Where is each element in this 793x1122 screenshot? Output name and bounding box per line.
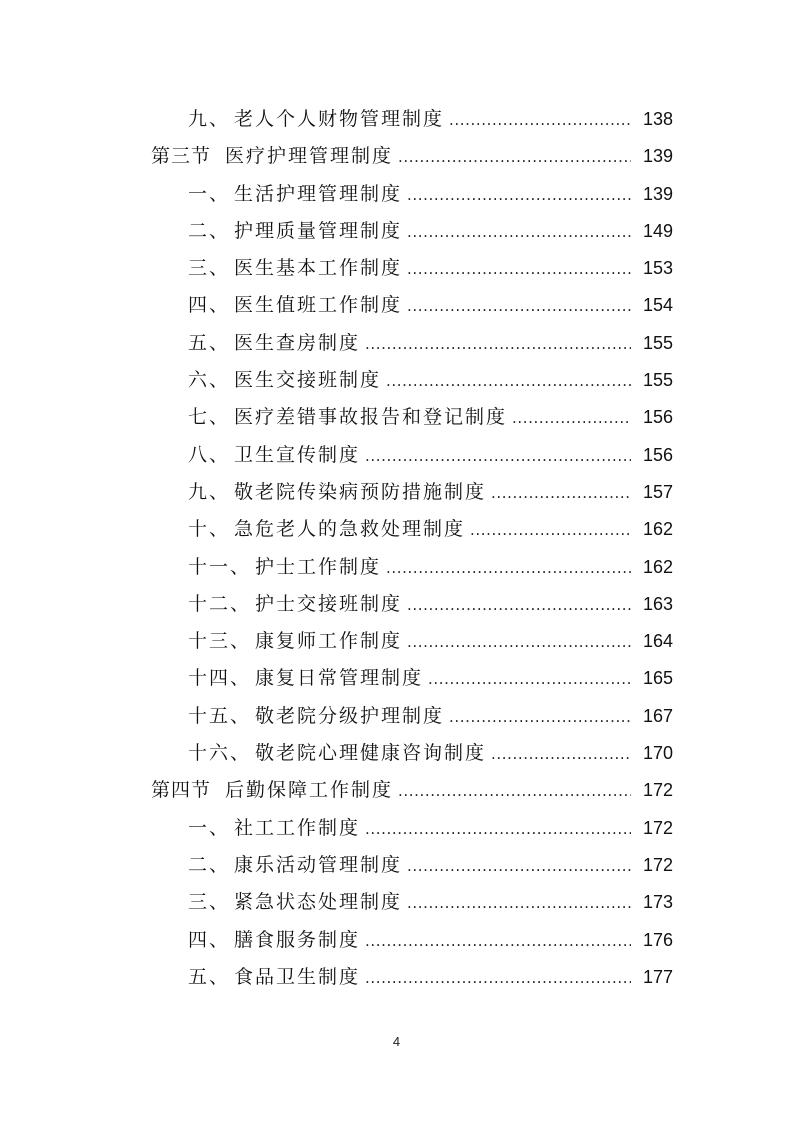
dot-leader	[386, 550, 673, 587]
toc-item[interactable]	[0, 586, 793, 623]
toc-entry-number: 二、	[188, 219, 231, 242]
dot-leader	[365, 960, 673, 997]
toc-entry-title: 护理质量管理制度	[234, 219, 403, 242]
toc-entry-number: 十一、	[188, 555, 252, 578]
toc-entry-number: 七、	[188, 406, 231, 429]
toc-entry-title: 医生查房制度	[234, 331, 361, 354]
toc-entry-text	[188, 287, 673, 325]
toc-entry-text	[188, 735, 673, 773]
toc-item[interactable]	[0, 660, 793, 697]
toc-entry-page: 170	[631, 735, 673, 772]
toc-entry-page: 156	[631, 437, 673, 474]
toc-entry-number: 一、	[188, 182, 231, 205]
toc-entry-number: 二、	[188, 853, 231, 876]
toc-entry-text	[188, 213, 673, 251]
toc-entry-text	[188, 399, 673, 437]
toc-entry-title: 医疗护理管理制度	[225, 145, 394, 168]
toc-entry-title: 医生基本工作制度	[234, 257, 403, 280]
toc-entry-text	[188, 250, 673, 288]
toc-entry-number: 三、	[188, 257, 231, 280]
toc-entry-number: 十三、	[188, 630, 252, 653]
toc-entry-page: 155	[631, 325, 673, 362]
toc-item[interactable]	[0, 213, 793, 250]
toc-entry-number: 九、	[188, 480, 231, 503]
toc-entry-page: 138	[631, 101, 673, 138]
page-number: 4	[392, 1034, 401, 1049]
table-of-contents	[0, 101, 793, 996]
toc-entry-text	[188, 623, 673, 661]
toc-entry-text	[151, 772, 673, 810]
toc-entry-number: 十、	[188, 518, 231, 541]
toc-entry-title: 康乐活动管理制度	[234, 853, 403, 876]
toc-entry-title: 医疗差错事故报告和登记制度	[234, 406, 508, 429]
toc-entry-title: 急危老人的急救处理制度	[234, 518, 466, 541]
toc-entry-number: 四、	[188, 294, 231, 317]
toc-entry-number: 第四节	[151, 779, 212, 802]
toc-item[interactable]	[0, 810, 793, 847]
toc-entry-text	[151, 138, 673, 176]
toc-entry-title: 敬老院传染病预防措施制度	[234, 480, 487, 503]
toc-entry-page: 172	[631, 847, 673, 884]
toc-entry-title: 卫生宣传制度	[234, 443, 361, 466]
toc-entry-page: 149	[631, 213, 673, 250]
toc-item[interactable]	[0, 847, 793, 884]
toc-entry-page: 139	[631, 138, 673, 175]
toc-entry-title: 生活护理管理制度	[234, 182, 403, 205]
toc-item[interactable]	[0, 623, 793, 660]
toc-entry-text	[188, 101, 673, 139]
dot-leader	[365, 438, 673, 475]
toc-section-heading[interactable]	[0, 138, 793, 175]
toc-entry-text	[188, 847, 673, 885]
toc-entry-text	[188, 922, 673, 960]
toc-entry-page: 157	[631, 474, 673, 511]
toc-entry-number: 三、	[188, 891, 231, 914]
toc-entry-number: 十四、	[188, 667, 252, 690]
toc-entry-number: 五、	[188, 965, 231, 988]
toc-entry-text	[188, 325, 673, 363]
toc-entry-page: 173	[631, 884, 673, 921]
dot-leader	[386, 363, 673, 400]
toc-entry-page: 155	[631, 362, 673, 399]
toc-entry-title: 老人个人财物管理制度	[234, 108, 445, 130]
dot-leader	[365, 811, 673, 848]
toc-section-heading[interactable]	[0, 772, 793, 809]
toc-item[interactable]	[0, 698, 793, 735]
toc-entry-page: 167	[631, 698, 673, 735]
toc-entry-page: 139	[631, 176, 673, 213]
toc-entry-page: 177	[631, 959, 673, 996]
toc-entry-title: 医生值班工作制度	[234, 294, 403, 317]
toc-entry-page: 172	[631, 772, 673, 809]
toc-entry-title: 紧急状态处理制度	[234, 891, 403, 914]
toc-entry-text	[188, 660, 673, 698]
toc-entry-title: 后勤保障工作制度	[225, 779, 394, 802]
toc-entry-page: 172	[631, 810, 673, 847]
toc-item[interactable]	[0, 959, 793, 996]
toc-entry-title: 膳食服务制度	[234, 928, 361, 951]
toc-item[interactable]	[0, 176, 793, 213]
toc-item[interactable]	[0, 101, 793, 138]
toc-entry-page: 163	[631, 586, 673, 623]
toc-entry-page: 156	[631, 399, 673, 436]
toc-entry-number: 十二、	[188, 592, 252, 615]
toc-entry-page: 176	[631, 922, 673, 959]
toc-entry-number: 六、	[188, 369, 231, 392]
toc-entry-title: 医生交接班制度	[234, 369, 382, 392]
toc-entry-title: 康复师工作制度	[255, 630, 403, 653]
toc-item[interactable]	[0, 549, 793, 586]
toc-entry-title: 食品卫生制度	[234, 965, 361, 988]
toc-item[interactable]	[0, 735, 793, 772]
toc-entry-number: 四、	[188, 928, 231, 951]
toc-entry-text	[188, 959, 673, 997]
toc-entry-text	[188, 474, 673, 512]
toc-entry-number: 一、	[188, 816, 231, 839]
toc-item[interactable]	[0, 362, 793, 399]
toc-entry-text	[188, 884, 673, 922]
toc-entry-number: 五、	[188, 331, 231, 354]
toc-item[interactable]	[0, 399, 793, 436]
toc-entry-number: 十五、	[188, 704, 252, 727]
toc-entry-title: 康复日常管理制度	[255, 667, 424, 690]
toc-entry-text	[188, 362, 673, 400]
toc-item[interactable]	[0, 325, 793, 362]
toc-entry-page: 164	[631, 623, 673, 660]
toc-entry-page: 153	[631, 250, 673, 287]
toc-entry-text	[188, 511, 673, 549]
toc-item[interactable]	[0, 287, 793, 324]
toc-entry-page: 154	[631, 287, 673, 324]
toc-item[interactable]	[0, 884, 793, 921]
toc-entry-text	[188, 810, 673, 848]
dot-leader	[365, 923, 673, 960]
dot-leader	[365, 326, 673, 363]
toc-entry-page: 165	[631, 660, 673, 697]
toc-entry-title: 社工工作制度	[234, 816, 361, 839]
toc-entry-page: 162	[631, 549, 673, 586]
toc-entry-title: 敬老院心理健康咨询制度	[255, 742, 487, 765]
toc-entry-text	[188, 176, 673, 214]
toc-entry-text	[188, 549, 673, 587]
toc-entry-text	[188, 698, 673, 736]
toc-entry-title: 敬老院分级护理制度	[255, 704, 445, 727]
toc-item[interactable]	[0, 437, 793, 474]
toc-entry-number: 八、	[188, 443, 231, 466]
toc-item[interactable]	[0, 250, 793, 287]
toc-entry-number: 第三节	[151, 145, 212, 168]
toc-item[interactable]	[0, 511, 793, 548]
toc-item[interactable]	[0, 474, 793, 511]
toc-entry-number: 九、	[188, 108, 231, 130]
toc-entry-text	[188, 437, 673, 475]
toc-entry-number: 十六、	[188, 742, 252, 765]
toc-entry-title: 护士交接班制度	[255, 592, 403, 615]
toc-item[interactable]	[0, 922, 793, 959]
toc-entry-title: 护士工作制度	[255, 555, 382, 578]
toc-entry-page: 162	[631, 511, 673, 548]
toc-entry-text	[188, 586, 673, 624]
